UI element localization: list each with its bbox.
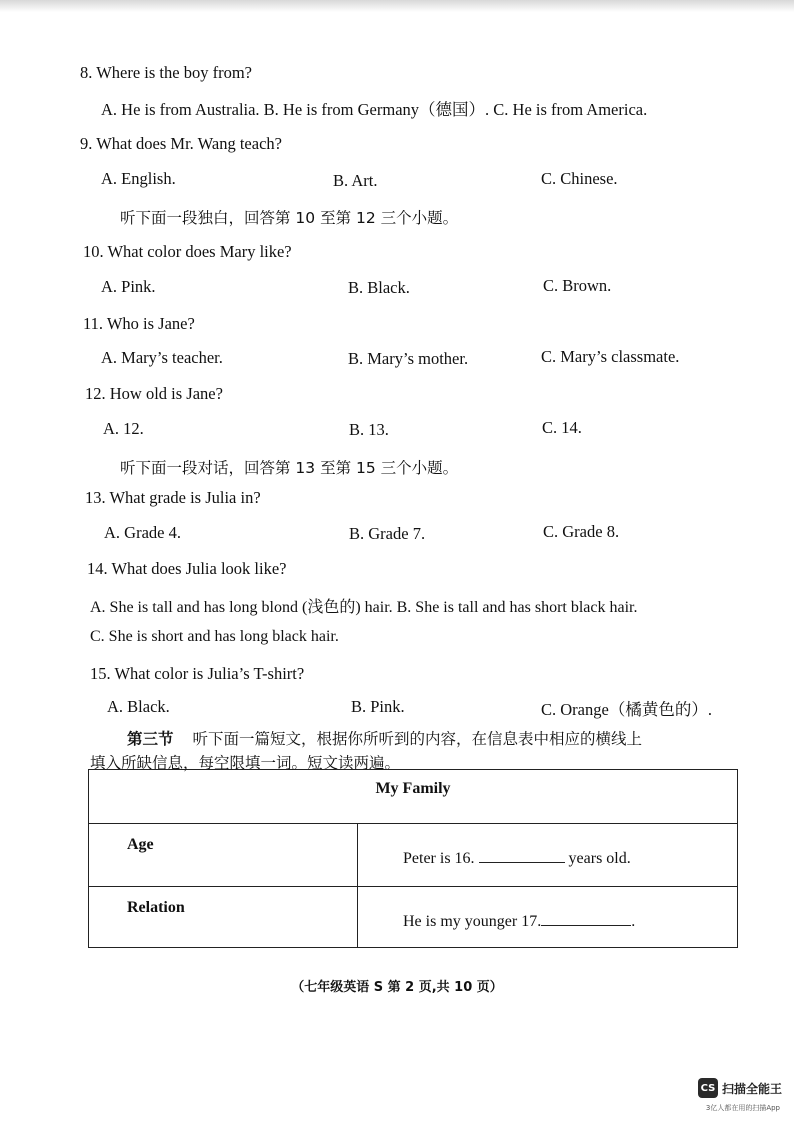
question-11-option-c: C. Mary’s classmate. [541, 347, 680, 366]
question-12-option-a: A. 12. [103, 419, 144, 438]
question-10-stem: 10. What color does Mary like? [83, 242, 292, 261]
instruction-monologue: 听下面一段独白，回答第 10 至第 12 三个小题。 [120, 209, 459, 227]
question-8-options: A. He is from Australia. B. He is from Germany（德国）. C. He is from America. [101, 100, 648, 119]
question-9-stem: 9. What does Mr. Wang teach? [80, 134, 282, 153]
section3-instruction-line2: 填入所缺信息，每空限填一词。短文读两遍。 [90, 754, 401, 772]
question-15-option-c: C. Orange（橘黄色的）. [541, 700, 712, 719]
question-12-option-b: B. 13. [349, 420, 389, 439]
question-14-stem: 14. What does Julia look like? [87, 559, 287, 578]
question-12-stem: 12. How old is Jane? [85, 384, 223, 403]
page-footer: （七年级英语 S 第 2 页,共 10 页） [291, 980, 503, 995]
relation-text-before: He is my younger 17. [403, 913, 542, 930]
age-blank[interactable] [479, 848, 565, 863]
question-14-options-line2: C. She is short and has long black hair. [90, 628, 339, 645]
question-11-option-a: A. Mary’s teacher. [101, 348, 223, 367]
question-10-option-b: B. Black. [348, 278, 410, 297]
section3-instruction-line1: 听下面一篇短文，根据你所听到的内容，在信息表中相应的横线上 [192, 730, 642, 748]
table-cell-age [358, 824, 738, 887]
camscanner-logo-icon: CS [698, 1078, 718, 1098]
table-cell-relation [358, 887, 738, 948]
question-13-stem: 13. What grade is Julia in? [85, 488, 261, 507]
family-info-table [88, 769, 738, 948]
question-10-option-c: C. Brown. [543, 276, 612, 295]
question-9-option-c: C. Chinese. [541, 169, 618, 188]
question-11-option-b: B. Mary’s mother. [348, 349, 469, 368]
table-label-age: Age [89, 824, 358, 887]
scanner-watermark [698, 1078, 782, 1098]
watermark-tagline: 3亿人都在用的扫描App [705, 1104, 780, 1112]
question-14-options-line1: A. She is tall and has long blond (浅色的) hair. B. She is tall and has short black hair. [90, 599, 638, 616]
question-13-option-b: B. Grade 7. [349, 524, 426, 543]
question-15-option-a: A. Black. [107, 697, 170, 716]
question-11-stem: 11. Who is Jane? [83, 314, 195, 333]
watermark-name: 扫描全能王 [721, 1081, 782, 1096]
question-13-option-c: C. Grade 8. [543, 522, 620, 541]
relation-blank[interactable] [541, 911, 631, 926]
question-15-option-b: B. Pink. [351, 697, 405, 716]
question-8-stem: 8. Where is the boy from? [80, 63, 252, 82]
table-label-relation: Relation [89, 887, 358, 948]
question-13-option-a: A. Grade 4. [104, 523, 181, 542]
question-12-option-c: C. 14. [542, 418, 582, 437]
question-9-option-a: A. English. [101, 169, 176, 188]
question-10-option-a: A. Pink. [101, 277, 156, 296]
table-title: My Family [89, 770, 738, 824]
section3-instruction [127, 727, 642, 749]
question-15-stem: 15. What color is Julia’s T-shirt? [90, 664, 305, 683]
instruction-dialogue: 听下面一段对话，回答第 13 至第 15 三个小题。 [120, 459, 459, 477]
age-text-after: years old. [568, 850, 631, 867]
age-text-before: Peter is 16. [403, 850, 475, 867]
section3-title: 第三节 [127, 730, 174, 748]
question-9-option-b: B. Art. [333, 171, 378, 190]
relation-text-after: . [631, 913, 636, 930]
scan-edge [0, 0, 794, 12]
